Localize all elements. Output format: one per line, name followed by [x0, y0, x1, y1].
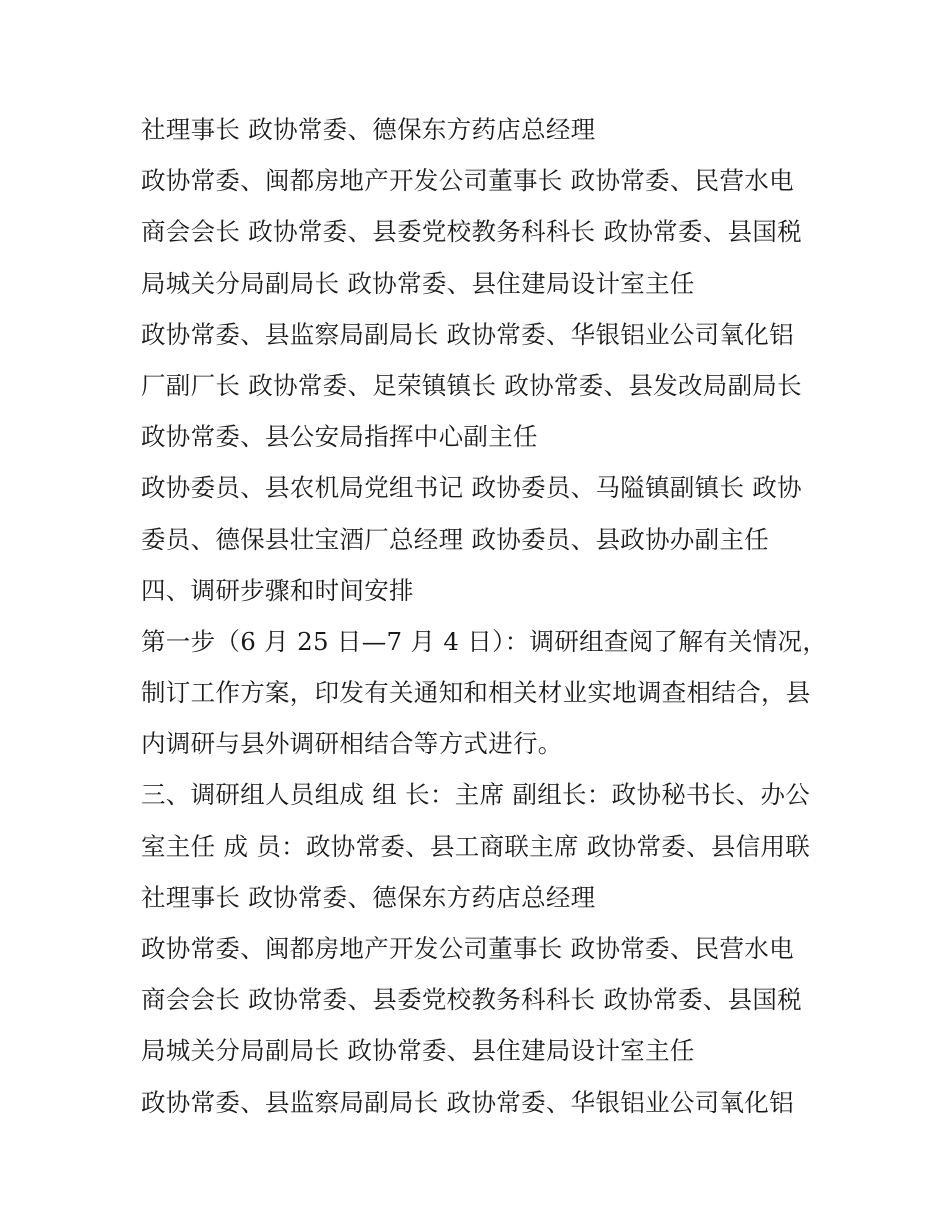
- text-line: 政协委员、县农机局党组书记 政协委员、马隘镇副镇长 政协: [141, 473, 802, 503]
- text-line: 政协常委、闽都房地产开发公司董事长 政协常委、民营水电: [141, 166, 794, 196]
- text-line: 第一步（6 月 25 日—7 月 4 日）：调研组查阅了解有关情况，: [141, 626, 828, 656]
- text-line: 政协常委、县监察局副局长 政协常委、华银铝业公司氧化铝: [141, 319, 794, 349]
- text-line: 商会会长 政协常委、县委党校教务科科长 政协常委、县国税: [141, 985, 802, 1015]
- text-line: 政协常委、闽都房地产开发公司董事长 政协常委、民营水电: [141, 934, 794, 963]
- text-line: 政协常委、县公安局指挥中心副主任: [141, 422, 538, 452]
- text-line: 室主任 成 员：政协常委、县工商联主席 政协常委、县信用联: [141, 831, 811, 861]
- text-line: 内调研与县外调研相结合等方式进行。: [141, 729, 563, 759]
- text-line: 制订工作方案，印发有关通知和相关材业实地调查相结合，县: [141, 678, 811, 708]
- text-line: 厂副厂长 政协常委、足荣镇镇长 政协常委、县发改局副局长: [141, 370, 802, 400]
- text-line: 政协常委、县监察局副局长 政协常委、华银铝业公司氧化铝: [141, 1087, 794, 1117]
- section-heading: 四、调研步骤和时间安排: [141, 575, 414, 605]
- text-line: 社理事长 政协常委、德保东方药店总经理: [141, 115, 596, 144]
- document-body: [141, 104, 841, 1128]
- text-line: 商会会长 政协常委、县委党校教务科科长 政协常委、县国税: [141, 217, 802, 247]
- section-heading: 三、调研组人员组成 组 长：主席 副组长：政协秘书长、办公: [141, 780, 811, 810]
- text-line: 委员、德保县壮宝酒厂总经理 政协委员、县政协办副主任: [141, 524, 770, 554]
- text-line: 局城关分局副局长 政协常委、县住建局设计室主任: [141, 268, 695, 298]
- text-line: 局城关分局副局长 政协常委、县住建局设计室主任: [141, 1036, 695, 1066]
- text-line: 社理事长 政协常委、德保东方药店总经理: [141, 882, 596, 912]
